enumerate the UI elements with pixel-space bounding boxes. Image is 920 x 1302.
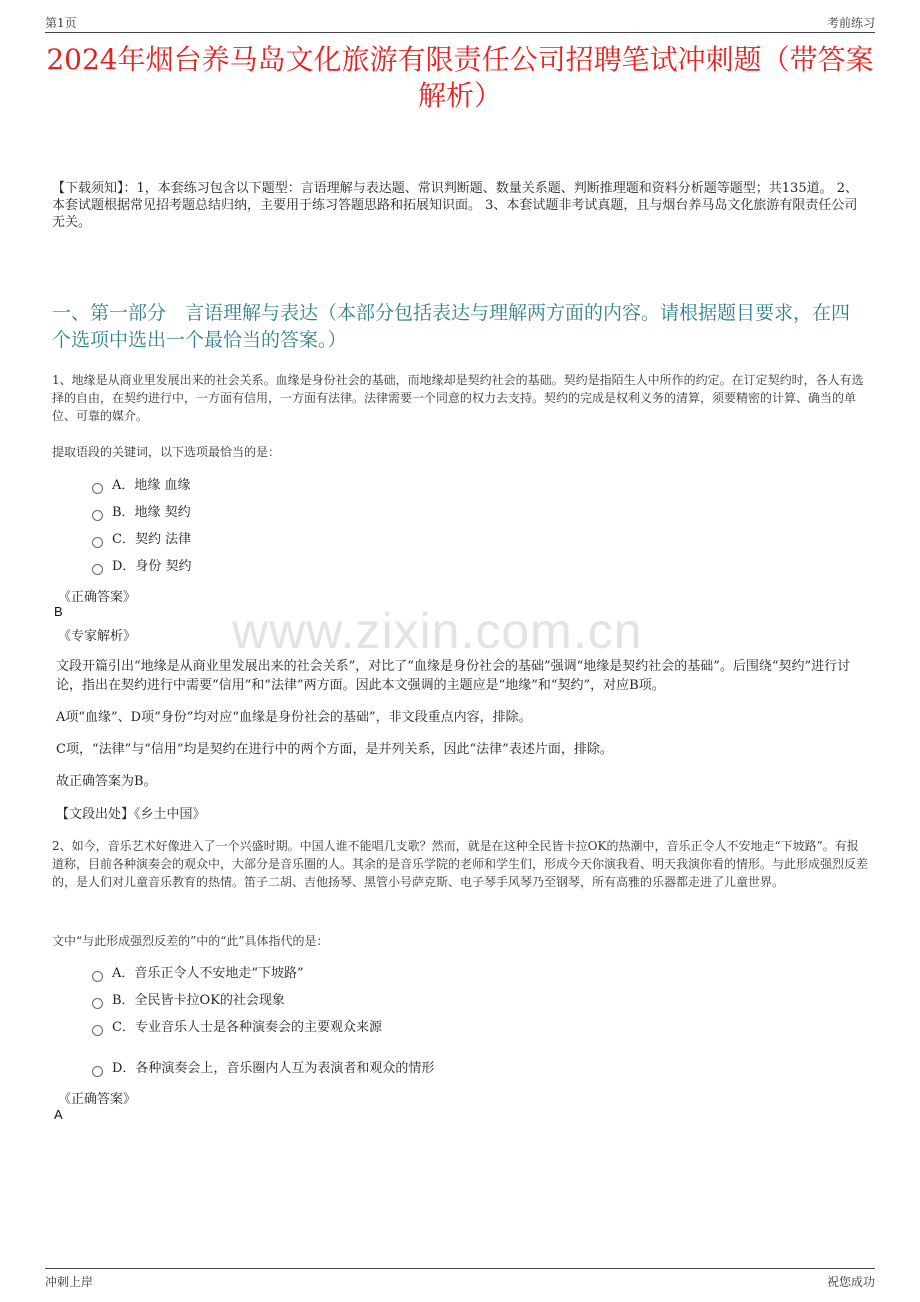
option-label: D．各种演奏会上，音乐圈内人互为表演者和观众的情形 xyxy=(112,1061,435,1076)
footer-left-label: 冲刺上岸 xyxy=(45,1275,94,1289)
radio-button[interactable] xyxy=(92,998,103,1009)
radio-button[interactable] xyxy=(92,1066,103,1077)
q1-analysis-paragraph: 故正确答案为B。 xyxy=(56,774,157,789)
q1-option-b[interactable] xyxy=(92,504,191,522)
q1-answer-label: 《正确答案》 xyxy=(58,590,137,605)
q2-option-a[interactable] xyxy=(92,965,304,983)
option-label: C．契约 法律 xyxy=(112,532,192,547)
q1-option-d[interactable] xyxy=(92,558,192,576)
q1-option-a[interactable] xyxy=(92,477,191,495)
option-label: B．全民皆卡拉OK的社会现象 xyxy=(112,993,285,1008)
radio-button[interactable] xyxy=(92,510,103,521)
page-number: 第1页 xyxy=(45,16,77,30)
q1-analysis-paragraph: C项，“法律”与“信用”均是契约在进行中的两个方面，是并列关系，因此“法律”表述片面，排除。 xyxy=(56,742,613,757)
page-footer xyxy=(45,1268,875,1293)
q2-answer: A xyxy=(54,1107,63,1122)
q2-option-d[interactable] xyxy=(92,1060,434,1078)
download-notice: 【下载须知】：1，本套练习包含以下题型：言语理解与表达题、常识判断题、数量关系题、判断推理题和资料分析题等题型；共135道。 2、本套试题根据常见招考题总结归纳，主要用于练习答题思路和拓展知识面。 3、本套试题非考试真题，且与烟台养马岛文化旅游有限责任公司无关。 xyxy=(52,181,858,230)
q2-option-b[interactable] xyxy=(92,992,285,1010)
q1-passage: 1、地缘是从商业里发展出来的社会关系。血缘是身份社会的基础，而地缘却是契约社会的基础。契约是指陌生人中所作的约定。在订定契约时，各人有选择的自由，在契约进行中，一方面有信用，一方面有法律。法律需要一个同意的权力去支持。契约的完成是权利义务的清算，须要精密的计算、确当的单位、可靠的媒介。 xyxy=(52,373,864,423)
option-label: A．音乐正令人不安地走“下坡路” xyxy=(112,966,304,981)
footer-right-label: 祝您成功 xyxy=(826,1275,875,1289)
option-label: B．地缘 契约 xyxy=(112,505,191,520)
q1-answer: B xyxy=(54,604,63,619)
option-label: D．身份 契约 xyxy=(112,559,192,574)
q1-source: 【文段出处】《乡土中国》 xyxy=(56,807,206,822)
q2-passage: 2、如今，音乐艺术好像进入了一个兴盛时期。中国人谁不能唱几支歌？然而，就是在这种全民皆卡拉OK的热潮中，音乐正令人不安地走“下坡路”。有报道称，目前各种演奏会的观众中，大部分是音乐圈的人。其余的是音乐学院的老师和学生们，形成今天你演我看、明天我演你看的情形。与此形成强烈反差的，是人们对儿童音乐教育的热情。笛子二胡、吉他扬琴、黑管小号萨克斯、电子琴手风琴乃至钢琴，所有高雅的乐器都走进了儿童世界。 xyxy=(52,839,869,889)
radio-button[interactable] xyxy=(92,1025,103,1036)
radio-button[interactable] xyxy=(92,564,103,575)
radio-button[interactable] xyxy=(92,483,103,494)
option-label: A．地缘 血缘 xyxy=(112,478,191,493)
q2-option-c[interactable] xyxy=(92,1019,382,1037)
q1-option-c[interactable] xyxy=(92,531,191,549)
document-title: 2024年烟台养马岛文化旅游有限责任公司招聘笔试冲刺题（带答案解析） xyxy=(46,43,874,112)
option-label: C．专业音乐人士是各种演奏会的主要观众来源 xyxy=(112,1020,382,1035)
q1-analysis-paragraph: A项“血缘”、D项“身份”均对应“血缘是身份社会的基础”，非文段重点内容，排除。 xyxy=(56,710,532,725)
q2-answer-label: 《正确答案》 xyxy=(58,1092,137,1107)
header-label: 考前练习 xyxy=(826,16,875,30)
q1-prompt: 提取语段的关键词，以下选项最恰当的是： xyxy=(52,445,281,459)
watermark: www.zixin.com.cn xyxy=(232,603,643,659)
q1-analysis-label: 《专家解析》 xyxy=(58,629,137,644)
q2-prompt: 文中“与此形成强烈反差的”中的“此”具体指代的是： xyxy=(52,934,329,948)
q1-analysis-paragraph: 文段开篇引出“地缘是从商业里发展出来的社会关系”，对比了“血缘是身份社会的基础”强调“地缘是契约社会的基础”。后围绕“契约”进行讨论，指出在契约进行中需要“信用”和“法律”两方面。因此本文强调的主题应是“地缘”和“契约”，对应B项。 xyxy=(56,659,851,693)
section-heading: 一、第一部分 言语理解与表达（本部分包括表达与理解两方面的内容。请根据题目要求，在四个选项中选出一个最恰当的答案。） xyxy=(52,302,851,351)
page-header xyxy=(45,12,875,33)
radio-button[interactable] xyxy=(92,971,103,982)
radio-button[interactable] xyxy=(92,537,103,548)
